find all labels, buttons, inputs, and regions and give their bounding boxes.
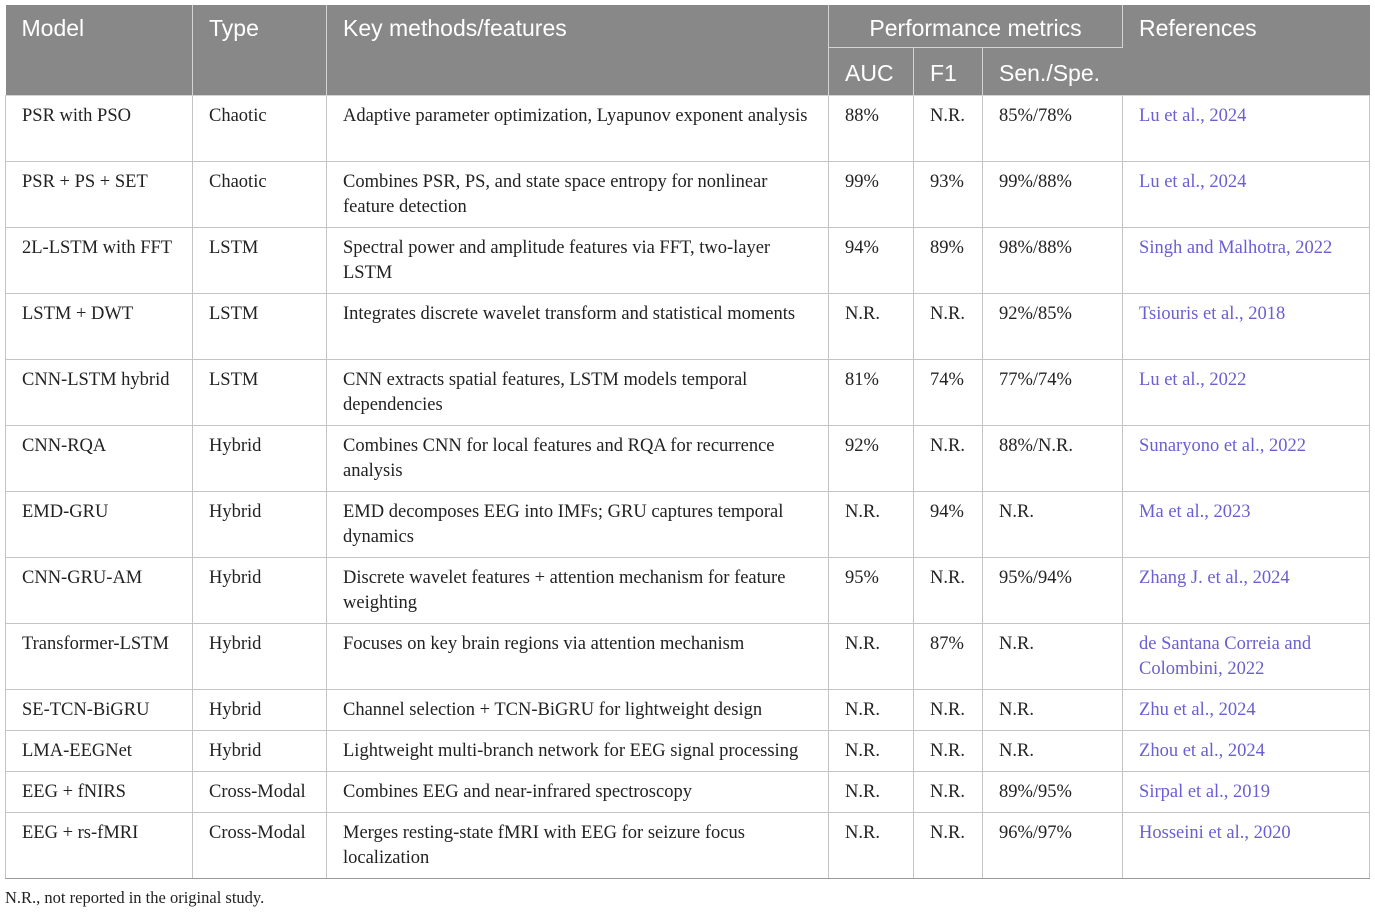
header-model: Model — [6, 5, 193, 95]
cell-methods: Focuses on key brain regions via attention mechanism — [327, 623, 829, 689]
reference-link[interactable]: Sunaryono et al., 2022 — [1123, 425, 1370, 491]
cell-model: CNN-LSTM hybrid — [6, 359, 193, 425]
cell-model: Transformer-LSTM — [6, 623, 193, 689]
cell-methods: Combines CNN for local features and RQA for recurrence analysis — [327, 425, 829, 491]
cell-sen-spe: N.R. — [983, 730, 1123, 771]
cell-f1: N.R. — [914, 730, 983, 771]
cell-f1: N.R. — [914, 771, 983, 812]
cell-f1: N.R. — [914, 425, 983, 491]
cell-f1: N.R. — [914, 557, 983, 623]
cell-auc: N.R. — [829, 771, 914, 812]
cell-sen-spe: 85%/78% — [983, 95, 1123, 161]
header-sen-spe: Sen./Spe. — [983, 47, 1123, 95]
cell-methods: Channel selection + TCN-BiGRU for lightweight design — [327, 689, 829, 730]
cell-f1: 93% — [914, 161, 983, 227]
cell-type: Chaotic — [193, 161, 327, 227]
table-container — [5, 5, 1369, 879]
cell-model: EEG + rs-fMRI — [6, 812, 193, 878]
cell-model: PSR + PS + SET — [6, 161, 193, 227]
cell-sen-spe: 96%/97% — [983, 812, 1123, 878]
cell-sen-spe: 98%/88% — [983, 227, 1123, 293]
comparison-table — [5, 5, 1370, 879]
cell-sen-spe: N.R. — [983, 491, 1123, 557]
cell-methods: Spectral power and amplitude features via FFT, two-layer LSTM — [327, 227, 829, 293]
table-row — [6, 95, 1370, 161]
cell-model: PSR with PSO — [6, 95, 193, 161]
reference-link[interactable]: Lu et al., 2024 — [1123, 161, 1370, 227]
cell-methods: Integrates discrete wavelet transform and statistical moments — [327, 293, 829, 359]
table-row — [6, 812, 1370, 878]
table-row — [6, 359, 1370, 425]
cell-sen-spe: 99%/88% — [983, 161, 1123, 227]
cell-methods: Combines EEG and near-infrared spectroscopy — [327, 771, 829, 812]
header-references: References — [1123, 5, 1370, 95]
cell-type: Cross-Modal — [193, 771, 327, 812]
cell-auc: 88% — [829, 95, 914, 161]
cell-type: Chaotic — [193, 95, 327, 161]
table-row — [6, 557, 1370, 623]
cell-model: EEG + fNIRS — [6, 771, 193, 812]
table-row — [6, 293, 1370, 359]
cell-type: Hybrid — [193, 730, 327, 771]
cell-model: EMD-GRU — [6, 491, 193, 557]
reference-link[interactable]: Zhang J. et al., 2024 — [1123, 557, 1370, 623]
cell-auc: N.R. — [829, 491, 914, 557]
cell-model: LSTM + DWT — [6, 293, 193, 359]
cell-auc: N.R. — [829, 730, 914, 771]
reference-link[interactable]: Sirpal et al., 2019 — [1123, 771, 1370, 812]
cell-sen-spe: N.R. — [983, 689, 1123, 730]
table-row — [6, 689, 1370, 730]
cell-model: CNN-GRU-AM — [6, 557, 193, 623]
reference-link[interactable]: Zhu et al., 2024 — [1123, 689, 1370, 730]
cell-type: Hybrid — [193, 425, 327, 491]
cell-f1: N.R. — [914, 293, 983, 359]
cell-type: LSTM — [193, 227, 327, 293]
reference-link[interactable]: Lu et al., 2024 — [1123, 95, 1370, 161]
table-row — [6, 623, 1370, 689]
cell-f1: 89% — [914, 227, 983, 293]
table-row — [6, 227, 1370, 293]
table-row — [6, 771, 1370, 812]
cell-methods: Lightweight multi-branch network for EEG signal processing — [327, 730, 829, 771]
cell-type: LSTM — [193, 359, 327, 425]
cell-methods: CNN extracts spatial features, LSTM models temporal dependencies — [327, 359, 829, 425]
table-row — [6, 730, 1370, 771]
cell-f1: N.R. — [914, 812, 983, 878]
cell-sen-spe: 77%/74% — [983, 359, 1123, 425]
cell-auc: N.R. — [829, 812, 914, 878]
cell-f1: 94% — [914, 491, 983, 557]
cell-model: CNN-RQA — [6, 425, 193, 491]
cell-f1: 74% — [914, 359, 983, 425]
table-row — [6, 425, 1370, 491]
cell-type: Hybrid — [193, 689, 327, 730]
cell-type: Hybrid — [193, 623, 327, 689]
cell-type: Cross-Modal — [193, 812, 327, 878]
cell-type: Hybrid — [193, 491, 327, 557]
header-auc: AUC — [829, 47, 914, 95]
cell-f1: 87% — [914, 623, 983, 689]
header-type: Type — [193, 5, 327, 95]
cell-f1: N.R. — [914, 689, 983, 730]
cell-auc: N.R. — [829, 293, 914, 359]
reference-link[interactable]: Singh and Malhotra, 2022 — [1123, 227, 1370, 293]
table-row — [6, 161, 1370, 227]
cell-model: SE-TCN-BiGRU — [6, 689, 193, 730]
cell-sen-spe: 95%/94% — [983, 557, 1123, 623]
cell-sen-spe: N.R. — [983, 623, 1123, 689]
header-methods: Key methods/features — [327, 5, 829, 95]
table-footnote: N.R., not reported in the original study. — [5, 888, 265, 907]
cell-methods: EMD decomposes EEG into IMFs; GRU captures temporal dynamics — [327, 491, 829, 557]
cell-model: LMA-EEGNet — [6, 730, 193, 771]
reference-link[interactable]: Tsiouris et al., 2018 — [1123, 293, 1370, 359]
reference-link[interactable]: de Santana Correia and Colombini, 2022 — [1123, 623, 1370, 689]
cell-type: LSTM — [193, 293, 327, 359]
header-f1: F1 — [914, 47, 983, 95]
cell-auc: 92% — [829, 425, 914, 491]
table-row — [6, 491, 1370, 557]
cell-methods: Adaptive parameter optimization, Lyapunov exponent analysis — [327, 95, 829, 161]
cell-methods: Merges resting-state fMRI with EEG for seizure focus localization — [327, 812, 829, 878]
cell-type: Hybrid — [193, 557, 327, 623]
cell-auc: 81% — [829, 359, 914, 425]
cell-methods: Discrete wavelet features + attention mechanism for feature weighting — [327, 557, 829, 623]
reference-link[interactable]: Lu et al., 2022 — [1123, 359, 1370, 425]
cell-auc: N.R. — [829, 689, 914, 730]
cell-auc: 99% — [829, 161, 914, 227]
cell-auc: 94% — [829, 227, 914, 293]
cell-sen-spe: 89%/95% — [983, 771, 1123, 812]
cell-model: 2L-LSTM with FFT — [6, 227, 193, 293]
reference-link[interactable]: Ma et al., 2023 — [1123, 491, 1370, 557]
cell-auc: 95% — [829, 557, 914, 623]
cell-sen-spe: 92%/85% — [983, 293, 1123, 359]
cell-f1: N.R. — [914, 95, 983, 161]
reference-link[interactable]: Zhou et al., 2024 — [1123, 730, 1370, 771]
reference-link[interactable]: Hosseini et al., 2020 — [1123, 812, 1370, 878]
header-performance: Performance metrics — [829, 5, 1123, 47]
cell-sen-spe: 88%/N.R. — [983, 425, 1123, 491]
cell-auc: N.R. — [829, 623, 914, 689]
cell-methods: Combines PSR, PS, and state space entropy for nonlinear feature detection — [327, 161, 829, 227]
